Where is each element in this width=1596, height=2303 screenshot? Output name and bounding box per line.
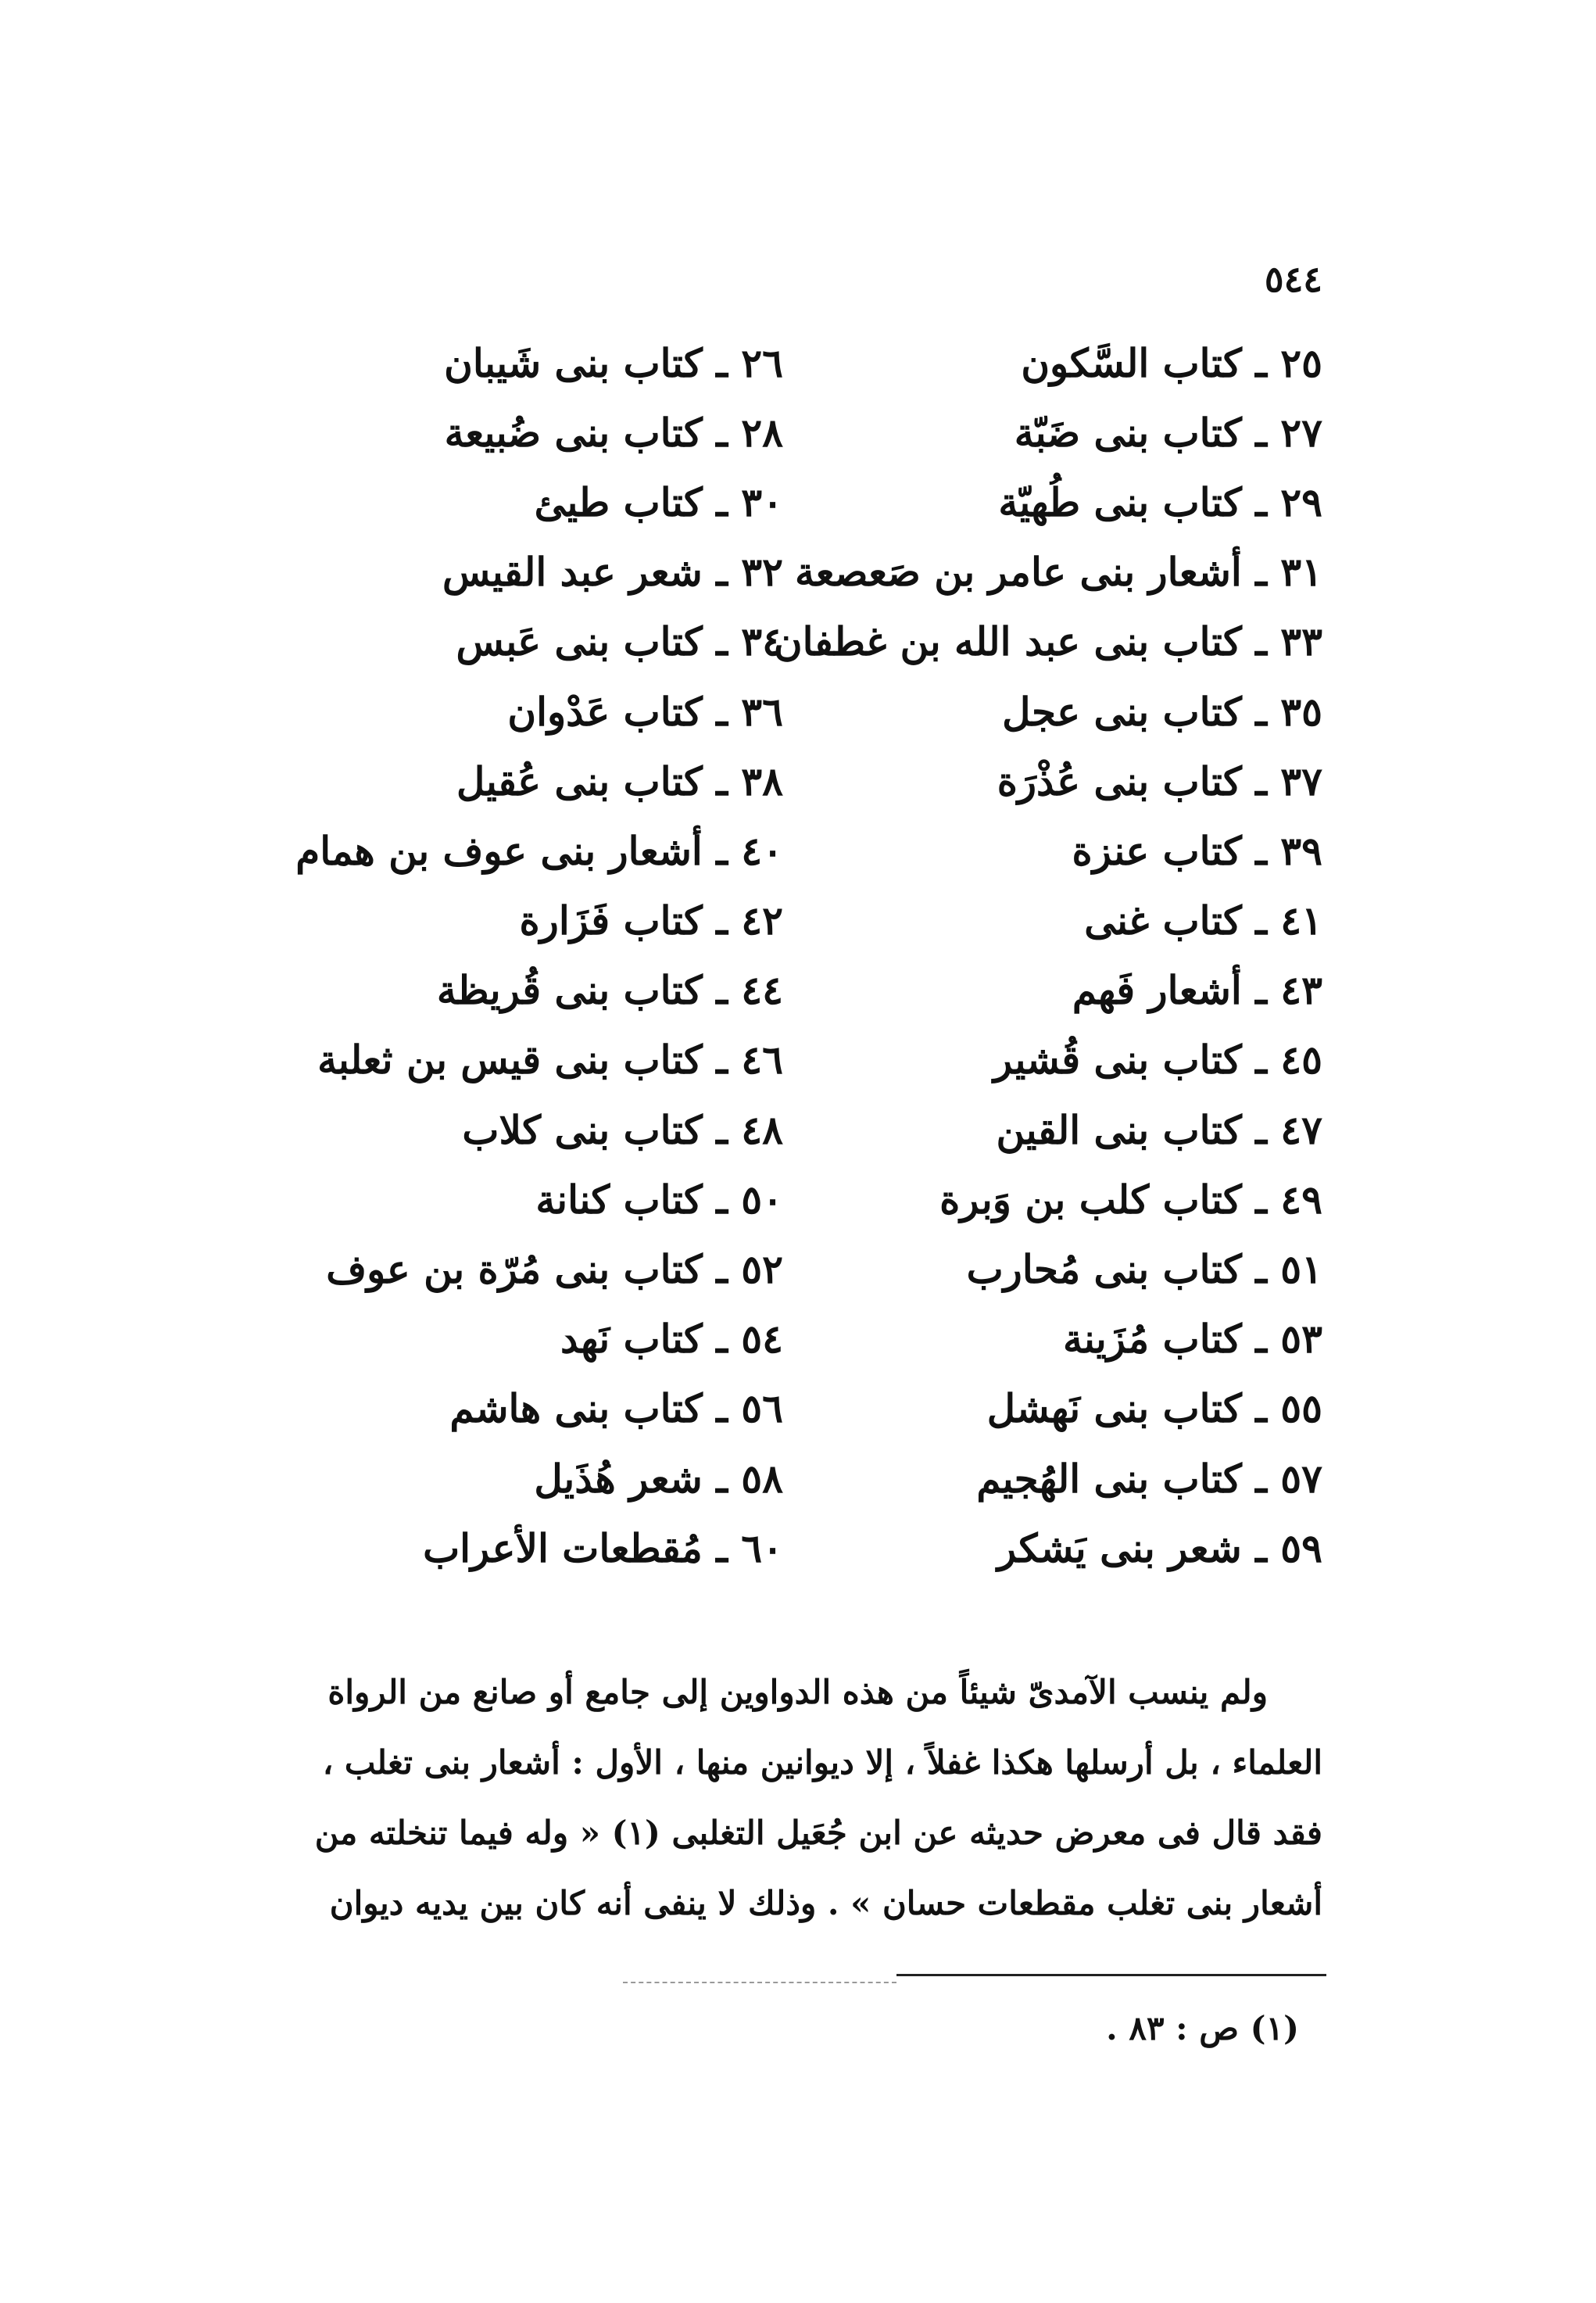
list-row xyxy=(267,1095,1322,1165)
list-item: ٥٤ ـ كتاب نَهد xyxy=(560,1316,783,1363)
list-item: ٢٥ ـ كتاب السَّكون xyxy=(1021,339,1322,386)
list-item: ٣٢ ـ شعر عبد القيس xyxy=(442,549,783,596)
body-paragraph xyxy=(271,1657,1322,1939)
list-item: ٤٣ ـ أشعار فَهم xyxy=(1072,967,1322,1014)
list-item: ٥١ ـ كتاب بنى مُحارب xyxy=(966,1246,1322,1293)
list-item: ٥٦ ـ كتاب بنى هاشم xyxy=(449,1385,783,1432)
list-row xyxy=(267,538,1322,607)
list-item: ٥٥ ـ كتاب بنى نَهشل xyxy=(986,1385,1322,1432)
list-row xyxy=(267,398,1322,467)
list-row xyxy=(267,607,1322,677)
list-item: ٤٤ ـ كتاب بنى قُريظة xyxy=(436,967,783,1014)
book-list xyxy=(267,328,1322,1583)
list-item: ٤٥ ـ كتاب بنى قُشير xyxy=(993,1037,1322,1083)
page-number: ٥٤٤ xyxy=(1264,258,1322,300)
list-row xyxy=(267,886,1322,956)
list-row xyxy=(267,1374,1322,1444)
list-row xyxy=(267,1513,1322,1583)
list-item: ٥٠ ـ كتاب كنانة xyxy=(535,1176,783,1223)
footnote-divider xyxy=(896,1974,1326,1976)
list-item: ٤٠ ـ أشعار بنى عوف بن همام xyxy=(295,827,783,874)
list-item: ٣٩ ـ كتاب عنزة xyxy=(1072,827,1322,874)
list-item: ٦٠ ـ مُقطعات الأعراب xyxy=(423,1524,783,1571)
list-item: ٣٨ ـ كتاب بنى عُقيل xyxy=(456,758,783,804)
list-item: ٤٦ ـ كتاب بنى قيس بن ثعلبة xyxy=(317,1037,783,1083)
list-item: ٤٩ ـ كتاب كلب بن وَبرة xyxy=(939,1176,1322,1223)
list-item: ٥٩ ـ شعر بنى يَشكر xyxy=(997,1524,1322,1571)
list-item: ٣٦ ـ كتاب عَدْوان xyxy=(507,688,783,735)
list-item: ٢٩ ـ كتاب بنى طُهيّة xyxy=(998,478,1322,525)
list-item: ٥٢ ـ كتاب بنى مُرّة بن عوف xyxy=(326,1246,783,1293)
list-item: ٣٧ ـ كتاب بنى عُذْرَة xyxy=(997,758,1322,804)
list-item: ٢٦ ـ كتاب بنى شَيبان xyxy=(444,339,783,386)
body-line: ولم ينسب الآمدىّ شيئاً من هذه الدواوين إلى جامع أو صانع من الرواة xyxy=(327,1673,1268,1711)
list-row xyxy=(267,747,1322,816)
list-row xyxy=(267,1444,1322,1513)
list-item: ٣٠ ـ كتاب طيئ xyxy=(534,478,783,525)
footnote-divider-faint xyxy=(623,1982,896,1983)
list-item: ٣٣ ـ كتاب بنى عبد الله بن غطفان xyxy=(773,618,1322,665)
list-row xyxy=(267,1305,1322,1374)
list-item: ٢٧ ـ كتاب بنى ضَبّة xyxy=(1014,409,1322,456)
list-item: ٤١ ـ كتاب غنى xyxy=(1084,897,1322,944)
list-row xyxy=(267,1234,1322,1304)
list-item: ٥٣ ـ كتاب مُزَينة xyxy=(1063,1316,1322,1363)
list-row xyxy=(267,467,1322,537)
list-row xyxy=(267,956,1322,1026)
list-item: ٤٧ ـ كتاب بنى القين xyxy=(996,1106,1322,1153)
list-item: ٥٧ ـ كتاب بنى الهُجيم xyxy=(976,1455,1322,1502)
list-item: ٤٨ ـ كتاب بنى كلاب xyxy=(462,1106,783,1153)
list-item: ٣١ ـ أشعار بنى عامر بن صَعصعة xyxy=(794,549,1322,596)
list-item: ٥٨ ـ شعر هُذَيل xyxy=(534,1455,783,1502)
body-line: فقد قال فى معرض حديثه عن ابن جُعَيل التغلبى (١) « وله فيما تنخلته من xyxy=(314,1814,1322,1852)
list-item: ٢٨ ـ كتاب بنى ضُبيعة xyxy=(444,409,783,456)
list-row xyxy=(267,1165,1322,1234)
list-row xyxy=(267,328,1322,398)
body-line: العلماء ، بل أرسلها هكذا غفلاً ، إلا ديوانين منها ، الأول : أشعار بنى تغلب ، xyxy=(322,1743,1322,1782)
list-item: ٤٢ ـ كتاب فَزَارة xyxy=(519,897,783,944)
list-row xyxy=(267,816,1322,886)
body-line: أشعار بنى تغلب مقطعات حسان » . وذلك لا ينفى أنه كان بين يديه ديوان xyxy=(329,1884,1322,1922)
list-item: ٣٥ ـ كتاب بنى عجل xyxy=(1002,688,1322,735)
list-item: ٣٤ ـ كتاب بنى عَبس xyxy=(456,618,783,665)
list-row xyxy=(267,1026,1322,1095)
list-row xyxy=(267,677,1322,747)
footnote: (١) ص : ٨٣ . xyxy=(1106,2009,1299,2047)
